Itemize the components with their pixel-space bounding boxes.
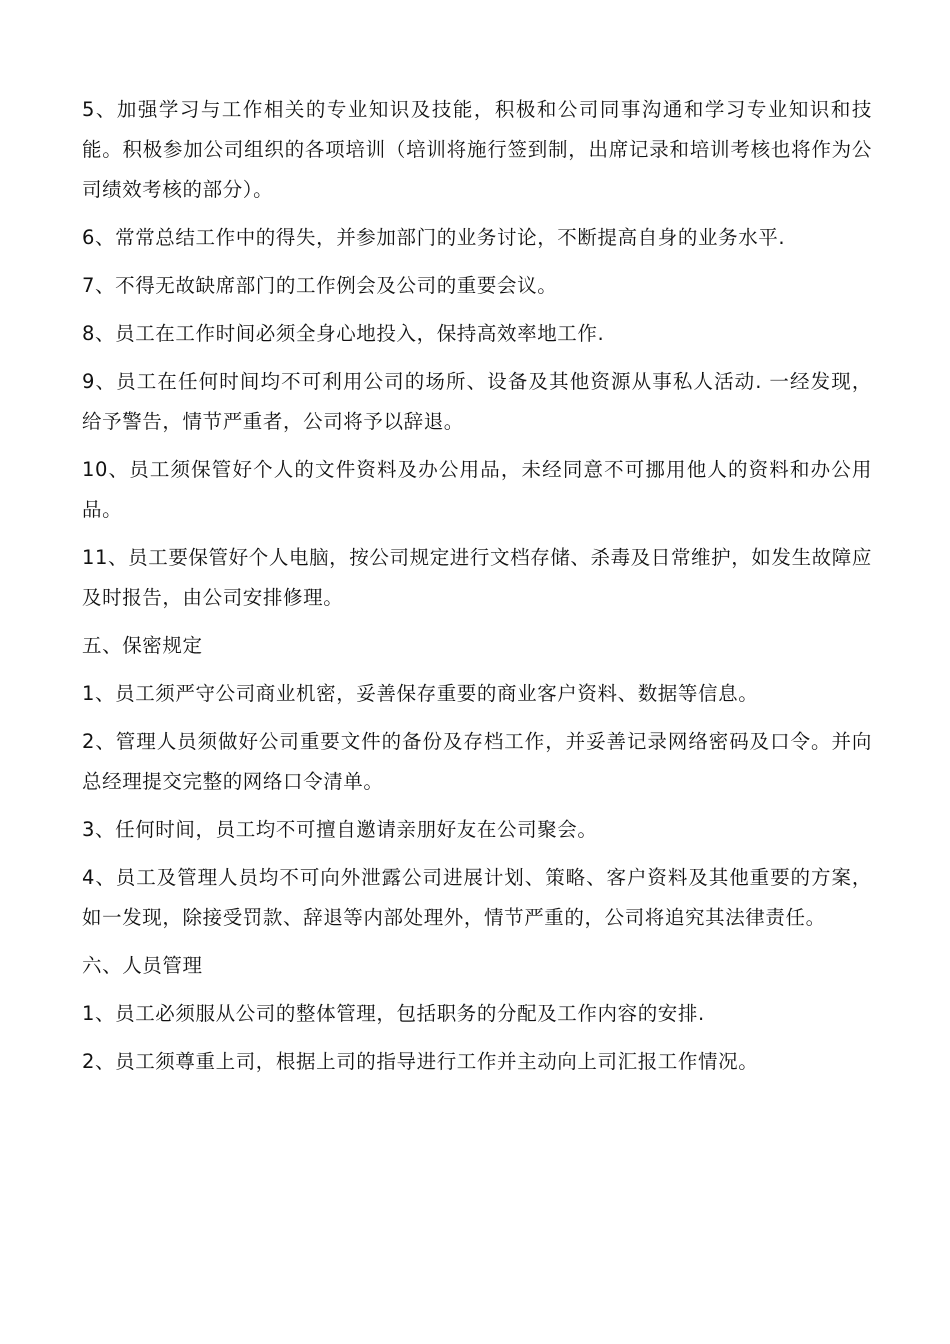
paragraph-item-5: 5、加强学习与工作相关的专业知识及技能，积极和公司同事沟通和学习专业知识和技能。积极参加公司组织的各项培训（培训将施行签到制，出席记录和培训考核也将作为公司绩效考核的部分）。 [82,98,872,201]
document-page [82,90,872,1090]
confidentiality-item-2: 2、管理人员须做好公司重要文件的备份及存档工作，并妥善记录网络密码及口令。并向总经理提交完整的网络口令清单。 [82,730,872,793]
confidentiality-item-3: 3、任何时间，员工均不可擅自邀请亲朋好友在公司聚会。 [82,818,598,841]
section-heading-confidentiality: 五、保密规定 [82,634,203,657]
paragraph-item-6: 6、常常总结工作中的得失，并参加部门的业务讨论，不断提高自身的业务水平. [82,226,786,249]
personnel-item-1: 1、员工必须服从公司的整体管理，包括职务的分配及工作内容的安排. [82,1002,705,1025]
paragraph-item-9: 9、员工在任何时间均不可利用公司的场所、设备及其他资源从事私人活动. 一经发现，给予警告，情节严重者，公司将予以辞退。 [82,370,872,433]
paragraph-item-10: 10、员工须保管好个人的文件资料及办公用品，未经同意不可挪用他人的资料和办公用品。 [82,458,872,521]
confidentiality-item-4: 4、员工及管理人员均不可向外泄露公司进展计划、策略、客户资料及其他重要的方案，如一发现，除接受罚款、辞退等内部处理外，情节严重的，公司将追究其法律责任。 [82,866,872,929]
paragraph-item-11: 11、员工要保管好个人电脑，按公司规定进行文档存储、杀毒及日常维护，如发生故障应及时报告，由公司安排修理。 [82,546,872,609]
personnel-item-2: 2、员工须尊重上司，根据上司的指导进行工作并主动向上司汇报工作情况。 [82,1050,759,1073]
paragraph-item-8: 8、员工在工作时间必须全身心地投入，保持高效率地工作. [82,322,605,345]
confidentiality-item-1: 1、员工须严守公司商业机密，妥善保存重要的商业客户资料、数据等信息。 [82,682,759,705]
paragraph-item-7: 7、不得无故缺席部门的工作例会及公司的重要会议。 [82,274,558,297]
section-heading-personnel: 六、人员管理 [82,954,203,977]
